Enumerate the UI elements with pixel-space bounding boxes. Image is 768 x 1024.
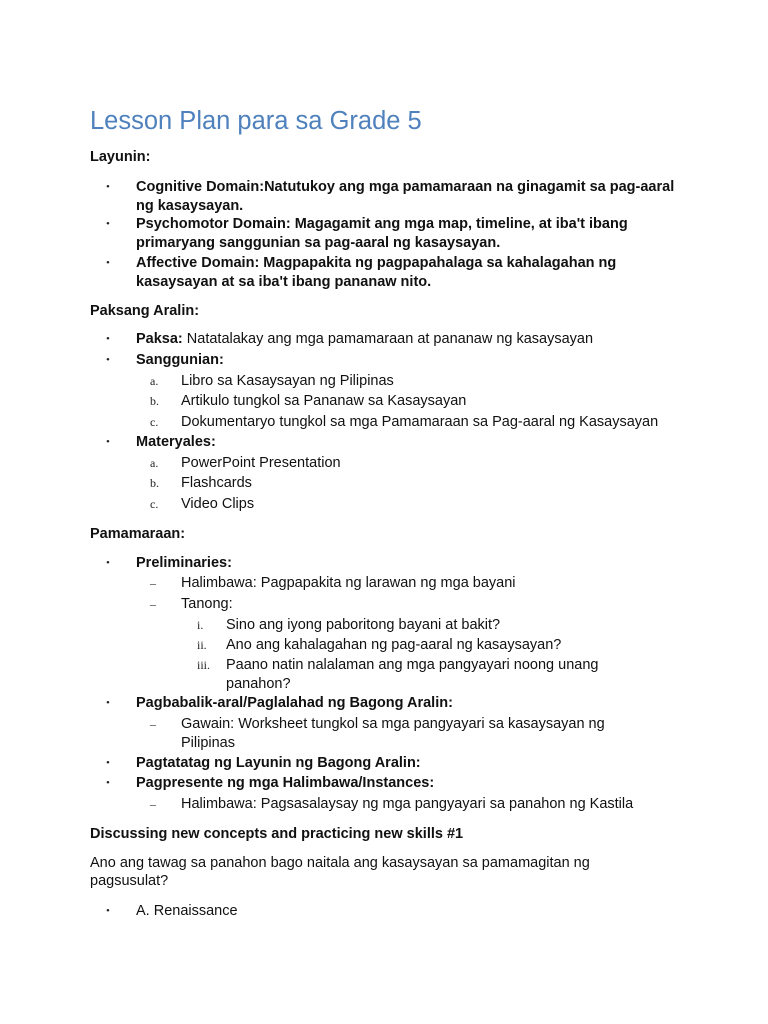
sanggunian-item: Dokumentaryo tungkol sa mga Pamamaraan sa Pag-aaral ng Kasaysayan [181,414,659,430]
bullet-icon: • [106,697,110,709]
sanggunian-item: Artikulo tungkol sa Pananaw sa Kasaysayan [181,393,467,409]
list-marker: ii. [197,638,207,652]
list-marker: a. [150,374,159,388]
dash-icon: – [150,717,156,731]
bullet-icon: • [106,257,110,269]
bullet-icon: • [106,181,110,193]
halimbawa-item: Halimbawa: Pagpapakita ng larawan ng mga bayani [181,575,516,591]
list-marker: b. [150,476,159,490]
dash-icon: – [150,597,156,611]
bullet-icon: • [106,333,110,345]
question-text: Ano ang tawag sa panahon bago naitala ang kasaysayan sa pamamagitan ng pagsusulat? [90,855,590,889]
pagpresente-label: Pagpresente ng mga Halimbawa/Instances: [136,775,435,791]
halimbawa-item: Halimbawa: Pagsasalaysay ng mga pangyayari sa panahon ng Kastila [181,796,634,812]
choice-item: A. Renaissance [136,903,238,919]
paksang-aralin-heading: Paksang Aralin: [90,303,200,319]
tanong-label: Tanong: [181,596,233,612]
list-marker: i. [197,618,204,632]
layunin-item-cognitive: Cognitive Domain:Natutukoy ang mga pamamaraan na ginagamit sa pag-aaral ng kasaysayan. [136,179,675,214]
list-marker: a. [150,456,159,470]
dash-icon: – [150,576,156,590]
tanong-item: Paano natin nalalaman ang mga pangyayari noong unang panahon? [226,657,599,692]
list-marker: iii. [197,658,211,672]
materyales-item: Flashcards [181,475,252,491]
layunin-heading: Layunin: [90,149,151,165]
bullet-icon: • [106,905,110,917]
page-title: Lesson Plan para sa Grade 5 [90,107,422,135]
sanggunian-item: Libro sa Kasaysayan ng Pilipinas [181,373,394,389]
layunin-item-psychomotor: Psychomotor Domain: Magagamit ang mga map, timeline, at iba't ibang primaryang sanggunian sa pag-aaral ng kasaysayan. [136,216,628,251]
dash-icon: – [150,797,156,811]
paksa-label: Paksa: [136,331,183,347]
sanggunian-label: Sanggunian: [136,352,224,368]
paksa-item [136,330,681,349]
pagbabalik-label: Pagbabalik-aral/Paglalahad ng Bagong Aralin: [136,695,453,711]
bullet-icon: • [106,557,110,569]
pamamaraan-heading: Pamamaraan: [90,526,186,542]
bullet-icon: • [106,436,110,448]
materyales-item: PowerPoint Presentation [181,455,341,471]
tanong-item: Ano ang kahalagahan ng pag-aaral ng kasaysayan? [226,637,562,653]
layunin-item-affective: Affective Domain: Magpapakita ng pagpapahalaga sa kahalagahan ng kasaysayan at sa iba't ibang pananaw nito. [136,255,617,290]
list-marker: b. [150,394,159,408]
bullet-icon: • [106,757,110,769]
list-marker: c. [150,415,159,429]
discussing-heading: Discussing new concepts and practicing new skills #1 [90,826,464,842]
materyales-item: Video Clips [181,496,255,512]
tanong-item: Sino ang iyong paboritong bayani at bakit? [226,617,501,633]
list-marker: c. [150,497,159,511]
pagtatatag-label: Pagtatatag ng Layunin ng Bagong Aralin: [136,755,421,771]
gawain-item: Gawain: Worksheet tungkol sa mga pangyayari sa kasaysayan ng Pilipinas [181,716,605,751]
paksa-text: Natatalakay ang mga pamamaraan at pananaw ng kasaysayan [182,331,594,347]
bullet-icon: • [106,354,110,366]
bullet-icon: • [106,218,110,230]
preliminaries-label: Preliminaries: [136,555,232,571]
materyales-label: Materyales: [136,434,216,450]
bullet-icon: • [106,777,110,789]
